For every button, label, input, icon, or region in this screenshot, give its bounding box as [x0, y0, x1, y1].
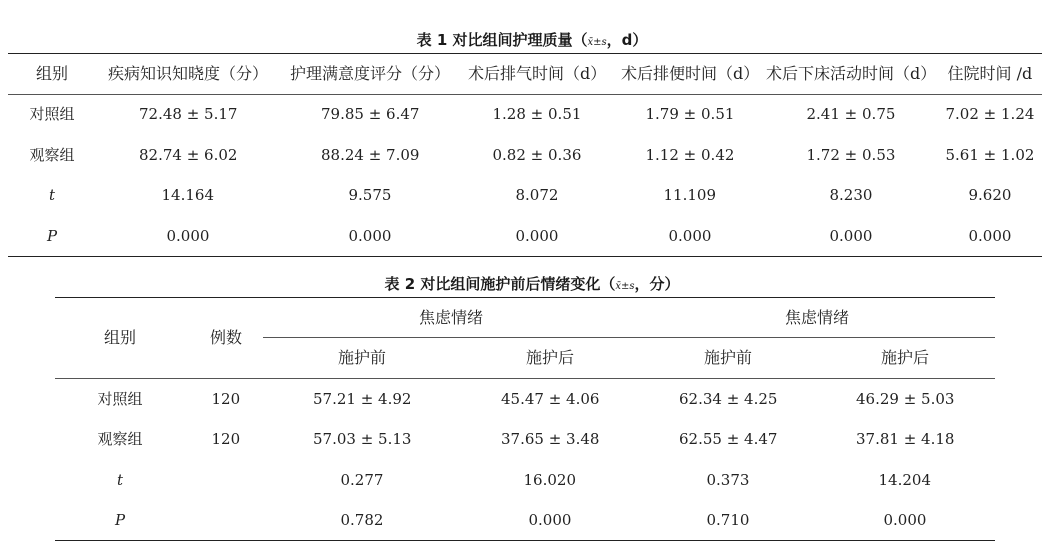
table2-cell: 120 — [211, 430, 241, 448]
table1-cell: 11.109 — [663, 186, 716, 204]
table1-header-5: 术后下床活动时间（d） — [766, 64, 937, 83]
table2-cell: 14.204 — [878, 471, 931, 489]
table2-group-header: 焦虑情绪 — [419, 308, 484, 327]
table2-caption-stat: x̄±s — [615, 281, 635, 292]
table1-cell: 1.79 ± 0.51 — [645, 105, 735, 123]
table1-cell: 9.575 — [348, 186, 392, 204]
table1-cell: 5.61 ± 1.02 — [945, 146, 1035, 164]
table2-header-group: 组别 — [104, 328, 137, 347]
table1-header-2: 护理满意度评分（分） — [290, 64, 451, 83]
table1-caption-main: 表 1 对比组间护理质量（ — [416, 31, 588, 49]
table1-cell: 0.000 — [968, 227, 1012, 245]
table2-sub-header: 施护前 — [338, 348, 387, 367]
table2-group-header: 焦虑情绪 — [785, 308, 850, 327]
table1-cell: 7.02 ± 1.24 — [945, 105, 1035, 123]
table1-row-label: t — [49, 186, 56, 204]
table2-bottom-rule — [55, 540, 995, 541]
table2-row-label: P — [115, 511, 126, 529]
table1-cell: 82.74 ± 6.02 — [139, 146, 238, 164]
table2-sub-header: 施护后 — [526, 348, 575, 367]
table1-header-4: 术后排便时间（d） — [621, 64, 760, 83]
table1-cell: 88.24 ± 7.09 — [321, 146, 420, 164]
table1-top-rule — [8, 53, 1042, 54]
table2-cell: 46.29 ± 5.03 — [856, 390, 955, 408]
table2-row-label: t — [117, 471, 124, 489]
table2-cell: 57.03 ± 5.13 — [313, 430, 412, 448]
table1-cell: 8.072 — [515, 186, 559, 204]
table1-cell: 0.000 — [668, 227, 712, 245]
table2-cell: 0.710 — [706, 511, 750, 529]
table1-bottom-rule — [8, 256, 1042, 257]
table1-cell: 1.28 ± 0.51 — [492, 105, 582, 123]
table2-header-rule — [55, 378, 995, 379]
table2-cell: 37.81 ± 4.18 — [856, 430, 955, 448]
table2-cell: 120 — [211, 390, 241, 408]
table2-header-count: 例数 — [210, 328, 243, 347]
table1-cell: 72.48 ± 5.17 — [139, 105, 238, 123]
table2-cell: 37.65 ± 3.48 — [501, 430, 600, 448]
table2-cell: 0.000 — [528, 511, 572, 529]
table2-caption-main: 表 2 对比组间施护前后情绪变化（ — [384, 275, 616, 293]
table2-cell: 16.020 — [523, 471, 576, 489]
table1-cell: 0.000 — [515, 227, 559, 245]
table1-cell: 8.230 — [829, 186, 873, 204]
table1-header-1: 疾病知识知晓度（分） — [108, 64, 269, 83]
table2-cell: 45.47 ± 4.06 — [501, 390, 600, 408]
table2-row-label: 观察组 — [97, 430, 143, 448]
table1-cell: 0.82 ± 0.36 — [492, 146, 582, 164]
table1-cell: 0.000 — [166, 227, 210, 245]
table1-header-0: 组别 — [36, 64, 69, 83]
table1-cell: 9.620 — [968, 186, 1012, 204]
table1-row-label: 观察组 — [29, 146, 75, 164]
table1-cell: 79.85 ± 6.47 — [321, 105, 420, 123]
table1-cell: 1.72 ± 0.53 — [806, 146, 896, 164]
table1-cell: 14.164 — [161, 186, 214, 204]
table2-caption-tail: ，分） — [634, 275, 680, 293]
table1-header-3: 术后排气时间（d） — [468, 64, 607, 83]
table2-cell: 0.782 — [340, 511, 384, 529]
table2-top-rule — [55, 297, 995, 298]
table1-cell: 1.12 ± 0.42 — [645, 146, 735, 164]
table2-group-rule — [263, 337, 995, 338]
table1-row-label: 对照组 — [29, 105, 75, 123]
table2-caption — [0, 273, 1064, 294]
table2-cell: 62.34 ± 4.25 — [679, 390, 778, 408]
table1-caption — [0, 29, 1064, 50]
table2-row-label: 对照组 — [97, 390, 143, 408]
table1-caption-stat: x̄±s — [587, 37, 607, 48]
table2-sub-header: 施护前 — [704, 348, 753, 367]
table2-cell: 62.55 ± 4.47 — [679, 430, 778, 448]
table1-cell: 2.41 ± 0.75 — [806, 105, 896, 123]
table2-sub-header: 施护后 — [881, 348, 930, 367]
table2-cell: 57.21 ± 4.92 — [313, 390, 412, 408]
table2-cell: 0.373 — [706, 471, 750, 489]
table2-cell: 0.000 — [883, 511, 927, 529]
table1-cell: 0.000 — [348, 227, 392, 245]
table1-header-6: 住院时间 /d — [947, 64, 1033, 83]
table1-cell: 0.000 — [829, 227, 873, 245]
table1-row-label: P — [47, 227, 58, 245]
table2-cell: 0.277 — [340, 471, 384, 489]
table1-caption-tail: ，d） — [606, 31, 648, 49]
table1-header-rule — [8, 94, 1042, 95]
